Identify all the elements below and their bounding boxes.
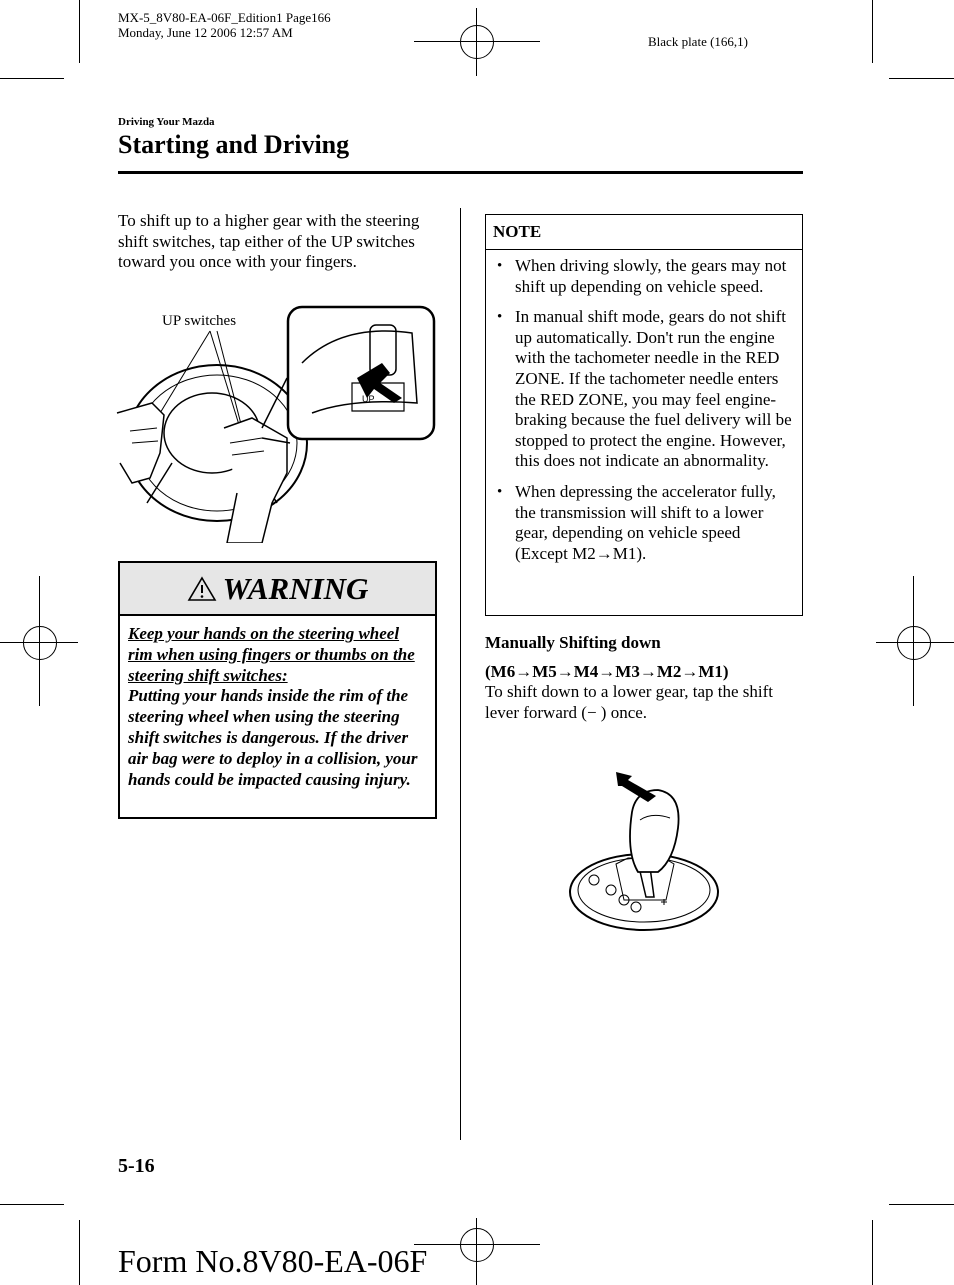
warning-lead: Keep your hands on the steering wheel rim when using fingers or thumbs on the steering shift switches: xyxy=(128,624,415,685)
warning-text: Putting your hands inside the rim of the steering wheel when using the steering shift switches is dangerous. If the driver air bag were to deploy in a collision, your hands could be impacted causing injury. xyxy=(128,686,418,789)
shift-down-instruction: To shift down to a lower gear, tap the shift lever forward (− ) once. xyxy=(485,682,774,722)
page-title: Starting and Driving xyxy=(118,130,350,159)
inset-up-label: UP xyxy=(362,394,375,404)
shift-sequence: (M6→M5→M4→M3→M2→M1) xyxy=(485,662,729,681)
figure-label-up-switches: UP switches xyxy=(162,313,237,329)
form-number: Form No.8V80-EA-06F xyxy=(118,1243,428,1279)
note-list xyxy=(486,250,802,564)
slug-info xyxy=(118,10,331,40)
page-number: 5-16 xyxy=(118,1155,155,1177)
title-rule xyxy=(118,171,803,174)
shift-lever-figure xyxy=(566,772,722,932)
warning-triangle-icon xyxy=(187,576,217,602)
note-item: • When depressing the accelerator fully, the transmission will shift to a lower gear, depending on vehicle speed (Except M2→M1). xyxy=(497,481,776,563)
shift-lever-illustration xyxy=(566,772,722,932)
slug-line-2: Monday, June 12 2006 12:57 AM xyxy=(118,25,293,40)
slug-line-1: MX-5_8V80-EA-06F_Edition1 Page166 xyxy=(118,10,331,25)
subsection-heading: Manually Shifting down xyxy=(485,633,661,652)
note-item: • In manual shift mode, gears do not shift up automatically. Don't run the engine with the tachometer needle in the RED ZONE. If the tachometer needle enters the RED ZONE, you may feel engine-braking because the fuel delivery will be stopped to protect the engine. However, this does not indicate an abnormality. xyxy=(497,307,792,471)
section-label: Driving Your Mazda xyxy=(118,116,215,128)
steering-switch-figure xyxy=(112,303,438,543)
plate-label: Black plate (166,1) xyxy=(648,34,748,49)
bullet-icon: • xyxy=(497,258,503,274)
warning-title: WARNING xyxy=(222,570,369,606)
note-title: NOTE xyxy=(486,215,802,250)
steering-wheel-illustration xyxy=(112,303,438,543)
note-box xyxy=(485,214,803,616)
intro-paragraph: To shift up to a higher gear with the steering shift switches, tap either of the UP switches toward you once with your fingers. xyxy=(118,211,420,272)
note-item: • When driving slowly, the gears may not shift up depending on vehicle speed. xyxy=(497,256,787,296)
warning-box xyxy=(118,561,437,819)
bullet-icon: • xyxy=(497,309,503,326)
column-divider xyxy=(460,208,461,1140)
bullet-icon: • xyxy=(497,483,503,500)
warning-header xyxy=(120,563,435,616)
warning-body xyxy=(120,616,435,790)
